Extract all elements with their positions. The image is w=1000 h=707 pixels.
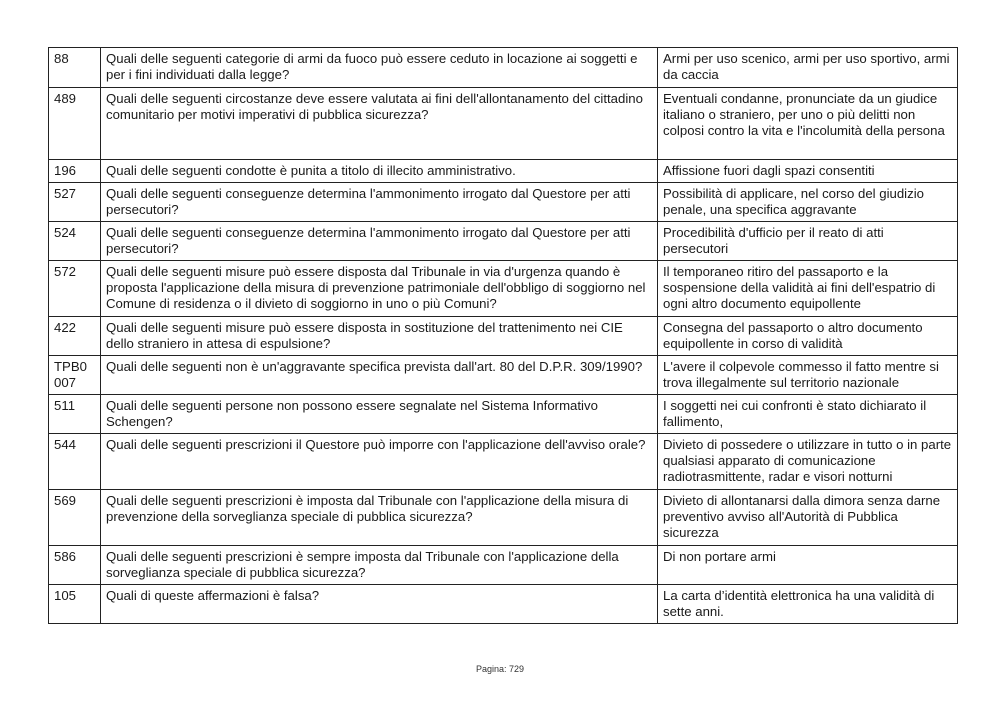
table-row <box>49 395 958 434</box>
page-number: Pagina: 729 <box>475 664 525 674</box>
question-id: 527 <box>49 183 101 222</box>
question-id: 105 <box>49 585 101 624</box>
table-row <box>49 48 958 88</box>
table-row <box>49 183 958 222</box>
question-id: TPB0 007 <box>49 356 101 395</box>
table-row <box>49 160 958 183</box>
answer-text: Il temporaneo ritiro del passaporto e la sospensione della validità ai fini dell'espatrio di ogni altro documento equipollente <box>658 261 958 317</box>
answer-text: Procedibilità d'ufficio per il reato di atti persecutori <box>658 222 958 261</box>
question-id: 196 <box>49 160 101 183</box>
question-id: 544 <box>49 434 101 490</box>
question-text: Quali delle seguenti circostanze deve essere valutata ai fini dell'allontanamento del cittadino comunitario per motivi imperativi di pubblica sicurezza? <box>101 88 658 160</box>
table-row <box>49 88 958 160</box>
question-text: Quali delle seguenti persone non possono essere segnalate nel Sistema Informativo Schengen? <box>101 395 658 434</box>
table-row <box>49 490 958 546</box>
question-text: Quali delle seguenti categorie di armi da fuoco può essere ceduto in locazione ai soggetti e per i fini individuati dalla legge? <box>101 48 658 88</box>
question-id: 88 <box>49 48 101 88</box>
table-row <box>49 317 958 356</box>
table-row <box>49 585 958 624</box>
table-row <box>49 222 958 261</box>
question-id: 489 <box>49 88 101 160</box>
table-row <box>49 546 958 585</box>
question-id: 572 <box>49 261 101 317</box>
answer-text: Divieto di possedere o utilizzare in tutto o in parte qualsiasi apparato di comunicazione radiotrasmittente, radar e visori notturni <box>658 434 958 490</box>
question-text: Quali delle seguenti non è un'aggravante specifica prevista dall'art. 80 del D.P.R. 309/1990? <box>101 356 658 395</box>
question-id: 524 <box>49 222 101 261</box>
question-text: Quali delle seguenti conseguenze determina l'ammonimento irrogato dal Questore per atti persecutori? <box>101 222 658 261</box>
answer-text: Eventuali condanne, pronunciate da un giudice italiano o straniero, per uno o più delitti non colposi contro la vita e l'incolumità della persona <box>658 88 958 160</box>
question-text: Quali delle seguenti misure può essere disposta in sostituzione del trattenimento nei CIE dello straniero in attesa di espulsione? <box>101 317 658 356</box>
question-text: Quali delle seguenti prescrizioni è imposta dal Tribunale con l'applicazione della misura di prevenzione della sorveglianza speciale di pubblica sicurezza? <box>101 490 658 546</box>
answer-text: L'avere il colpevole commesso il fatto mentre si trova illegalmente sul territorio nazionale <box>658 356 958 395</box>
question-text: Quali delle seguenti prescrizioni è sempre imposta dal Tribunale con l'applicazione della sorveglianza speciale di pubblica sicurezza? <box>101 546 658 585</box>
answer-text: Di non portare armi <box>658 546 958 585</box>
answer-text: Possibilità di applicare, nel corso del giudizio penale, una specifica aggravante <box>658 183 958 222</box>
answer-text: Armi per uso scenico, armi per uso sportivo, armi da caccia <box>658 48 958 88</box>
question-text: Quali delle seguenti conseguenze determina l'ammonimento irrogato dal Questore per atti persecutori? <box>101 183 658 222</box>
answer-text: Affissione fuori dagli spazi consentiti <box>658 160 958 183</box>
question-id: 569 <box>49 490 101 546</box>
question-text: Quali delle seguenti misure può essere disposta dal Tribunale in via d'urgenza quando è proposta l'applicazione della misura di prevenzione patrimoniale dell'obbligo di soggiorno nel Comune di residenza o il divieto di soggiorno in uno o più Comuni? <box>101 261 658 317</box>
answer-text: La carta d’identità elettronica ha una validità di sette anni. <box>658 585 958 624</box>
question-id: 586 <box>49 546 101 585</box>
table-row <box>49 261 958 317</box>
table-row <box>49 434 958 490</box>
questions-table-body <box>49 48 958 624</box>
question-id: 511 <box>49 395 101 434</box>
questions-table <box>48 47 958 624</box>
table-row <box>49 356 958 395</box>
question-text: Quali delle seguenti condotte è punita a titolo di illecito amministrativo. <box>101 160 658 183</box>
question-text: Quali di queste affermazioni è falsa? <box>101 585 658 624</box>
answer-text: Consegna del passaporto o altro documento equipollente in corso di validità <box>658 317 958 356</box>
answer-text: I soggetti nei cui confronti è stato dichiarato il fallimento, <box>658 395 958 434</box>
question-text: Quali delle seguenti prescrizioni il Questore può imporre con l'applicazione dell'avviso orale? <box>101 434 658 490</box>
question-id: 422 <box>49 317 101 356</box>
answer-text: Divieto di allontanarsi dalla dimora senza darne preventivo avviso all'Autorità di Pubblica sicurezza <box>658 490 958 546</box>
